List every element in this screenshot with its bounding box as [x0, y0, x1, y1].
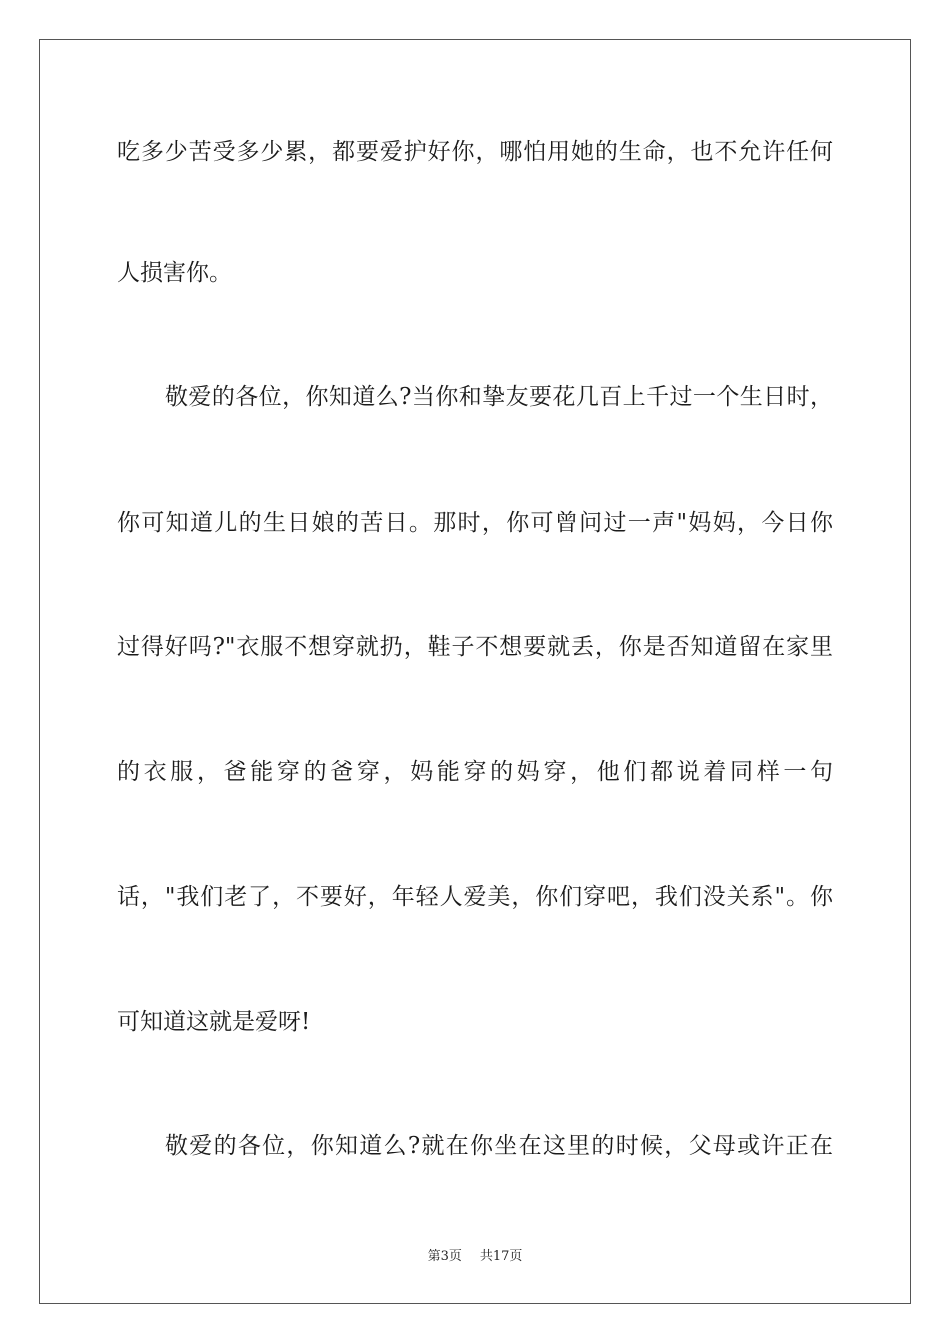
paragraph-first-line: 敬爱的各位，你知道么?当你和挚友要花几百上千过一个生日时， — [165, 384, 833, 410]
page-footer — [0, 1248, 950, 1266]
body-text-line: 吃多少苦受多少累，都要爱护好你，哪怕用她的生命，也不允许任何 — [117, 139, 833, 165]
body-text-line: 过得好吗?"衣服不想穿就扔，鞋子不想要就丢，你是否知道留在家里 — [117, 634, 833, 660]
body-text-line: 你可知道儿的生日娘的苦日。那时，你可曾问过一声"妈妈，今日你 — [117, 510, 833, 536]
body-text-line: 的衣服，爸能穿的爸穿，妈能穿的妈穿，他们都说着同样一句 — [117, 759, 833, 785]
body-text-line: 可知道这就是爱呀! — [117, 1009, 311, 1035]
paragraph-first-line: 敬爱的各位，你知道么?就在你坐在这里的时候，父母或许正在 — [165, 1133, 833, 1159]
page-total: 共17页 — [479, 1249, 523, 1264]
page-number: 第3页 — [427, 1249, 462, 1264]
body-text-line: 人损害你。 — [117, 260, 232, 286]
body-text-line: 话，"我们老了，不要好，年轻人爱美，你们穿吧，我们没关系"。你 — [117, 884, 833, 910]
page-border — [39, 39, 911, 1304]
